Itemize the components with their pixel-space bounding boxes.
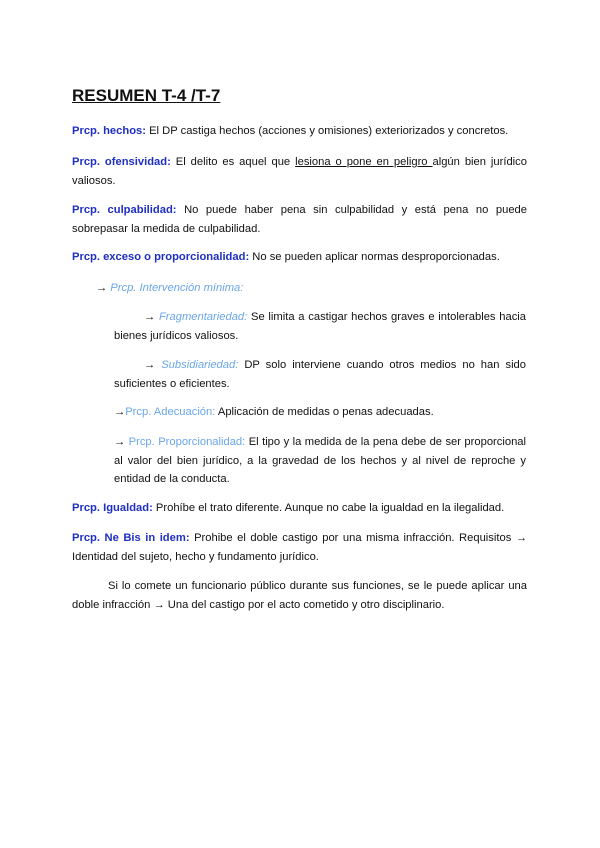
principle-intervencion [96, 279, 526, 298]
principle-ne-bis-in-idem [72, 529, 527, 566]
principle-label: Prcp. Igualdad: [72, 502, 153, 514]
principle-label: Prcp. Intervención mínima: [110, 282, 244, 294]
principle-hechos [72, 122, 527, 141]
principle-label: Prcp. ofensividad: [72, 156, 171, 168]
sub-label: Subsidiariedad: [161, 359, 239, 371]
sub-subsidiariedad [114, 356, 526, 393]
arrow-icon: → [114, 436, 126, 448]
sub-proporcionalidad [114, 433, 526, 489]
sub-text: Aplicación de medidas o penas adecuadas. [215, 406, 434, 418]
principle-text: Prohibe el doble castigo por una misma infracción. Requisitos → Identidad del sujeto, hecho y fundamento jurídico. [72, 532, 527, 563]
principle-text: Prohíbe el trato diferente. Aunque no cabe la igualdad en la ilegalidad. [152, 502, 505, 514]
sub-label-colon: : [244, 311, 248, 323]
sub-label: Fragmentariedad [158, 311, 245, 323]
sub-adecuacion [114, 403, 526, 422]
arrow-icon: → [96, 282, 108, 294]
paragraph-text: Si lo comete un funcionario público durante sus funciones, se le puede aplicar una doble infracción → Una del castigo por el acto cometido y otro disciplinario. [72, 580, 527, 611]
underlined-text: lesiona o pone en peligro [295, 156, 433, 168]
arrow-icon: → [114, 406, 126, 418]
sub-label: Prcp. Adecuación: [125, 406, 216, 418]
sub-text: DP solo interviene cuando otros medios no han sido suficientes o eficientes. [114, 359, 527, 390]
principle-text: No se pueden aplicar normas desproporcionadas. [249, 251, 500, 263]
principle-text: algún bien jurídico valiosos. [72, 156, 527, 187]
arrow-icon: → [144, 311, 156, 323]
principle-igualdad [72, 499, 527, 518]
page-title: RESUMEN T-4 /T-7 [72, 86, 221, 105]
principle-exceso [72, 248, 527, 267]
principle-label: Prcp. culpabilidad: [72, 204, 177, 216]
principle-text: El delito es aquel que [170, 156, 296, 168]
sub-label: Prcp. Proporcionalidad: [128, 436, 246, 448]
principle-label: Prcp. exceso o proporcionalidad: [72, 251, 250, 263]
sub-fragmentariedad [114, 308, 526, 345]
sub-text: Se limita a castigar hechos graves e intolerables hacia bienes jurídicos valiosos. [114, 311, 526, 342]
funcionario-paragraph [72, 577, 527, 614]
principle-culpabilidad [72, 201, 527, 238]
principle-text: No puede haber pena sin culpabilidad y está pena no puede sobrepasar la medida de culpabilidad. [72, 204, 527, 235]
sub-text: El tipo y la medida de la pena debe de ser proporcional al valor del bien jurídico, a la gravedad de los hechos y al nivel de reproche y entidad de la conducta. [114, 436, 527, 485]
principle-label: Prcp. Ne Bis in idem: [72, 532, 190, 544]
principle-text: El DP castiga hechos (acciones y omisiones) exteriorizados y concretos. [145, 125, 509, 137]
principle-label: Prcp. hechos: [72, 125, 146, 137]
arrow-icon: → [144, 359, 156, 371]
principle-ofensividad [72, 153, 527, 190]
